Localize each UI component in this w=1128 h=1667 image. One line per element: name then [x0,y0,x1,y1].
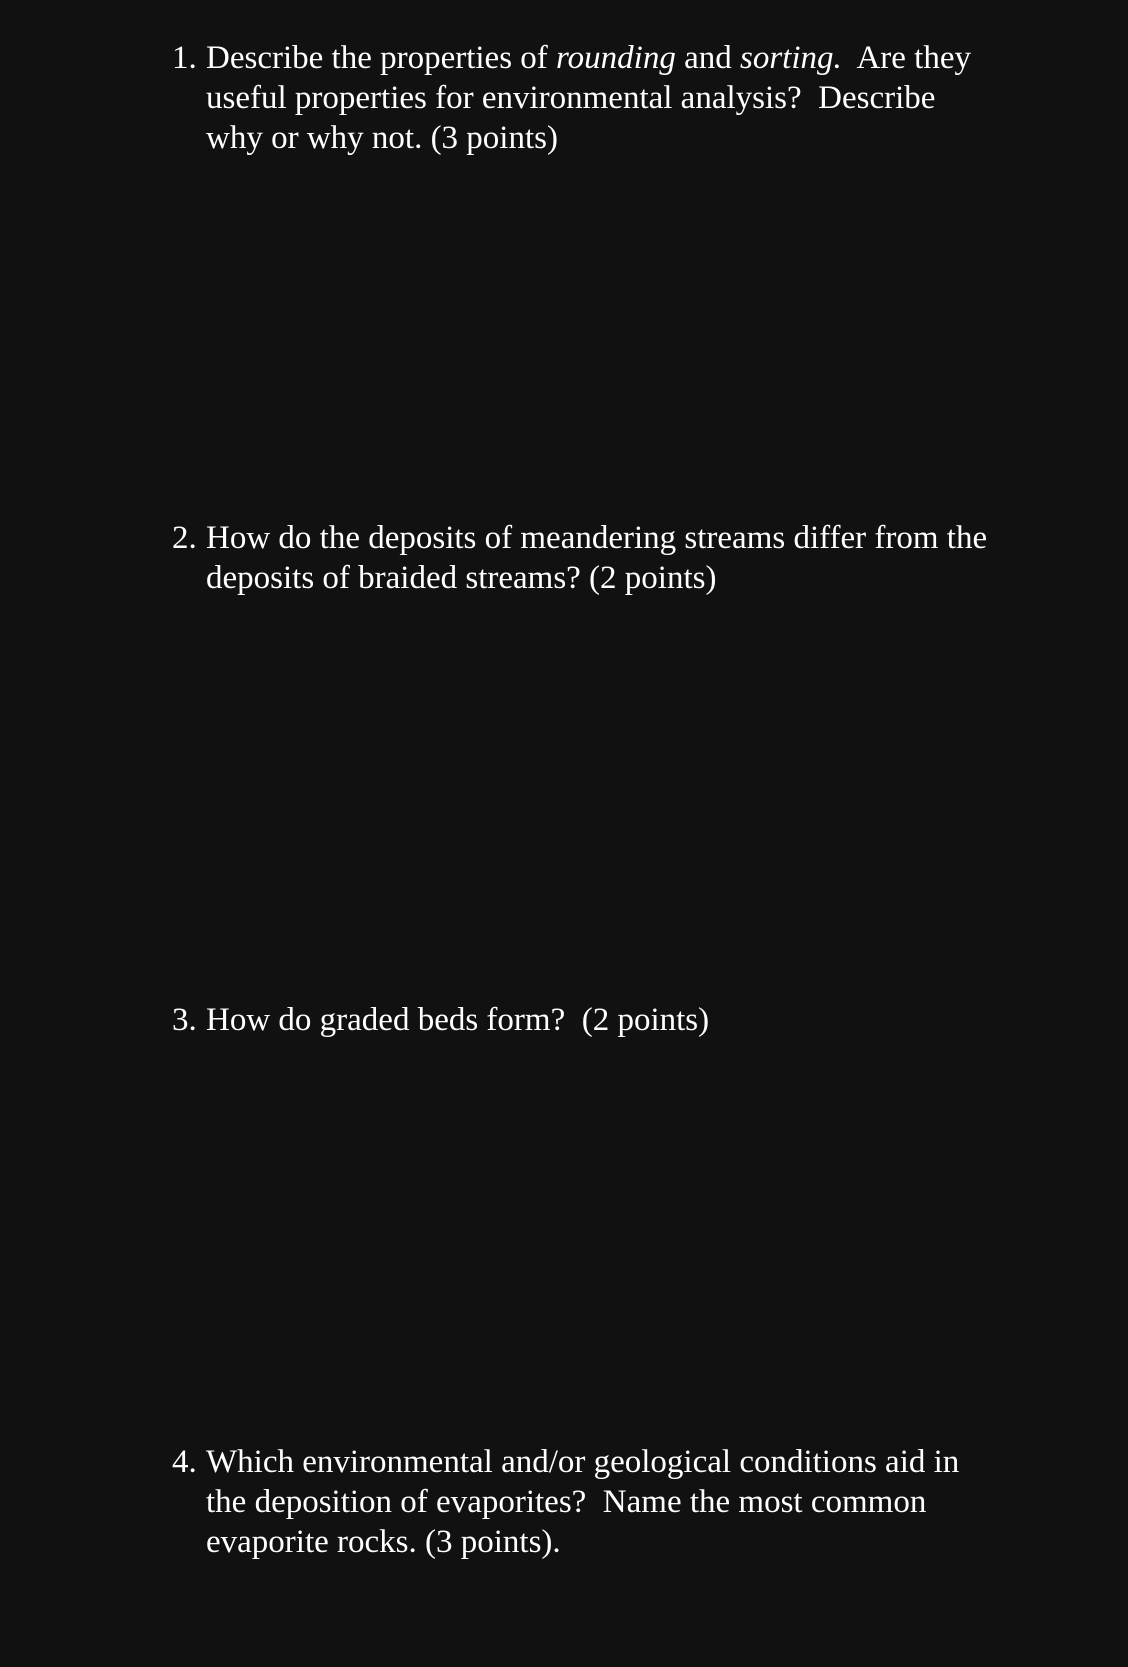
question-1-line-1-post: Are they [841,40,971,76]
question-2 [172,518,1072,598]
question-1-text [172,38,1072,158]
question-1-line-1 [206,38,1072,78]
question-3-text [172,1000,1072,1040]
term-rounding: rounding [556,40,676,76]
question-4-line-1: Which environmental and/or geological conditions aid in [206,1444,960,1480]
question-1-line-3: why or why not. (3 points) [206,120,558,156]
question-4 [172,1442,1072,1562]
term-sorting: sorting. [739,40,842,76]
question-2-line-1: How do the deposits of meandering streams differ from the [206,520,988,556]
question-4-line-2: the deposition of evaporites? Name the most common [206,1484,927,1520]
question-4-number: 4. [172,1444,197,1480]
question-2-number: 2. [172,520,197,556]
question-1-number: 1. [172,40,197,76]
question-2-text [172,518,1072,598]
question-3-line-1: How do graded beds form? (2 points) [206,1002,710,1038]
question-3-number: 3. [172,1002,197,1038]
question-4-text [172,1442,1072,1562]
question-1-line-1-pre: Describe the properties of [206,40,557,76]
question-3 [172,1000,1072,1040]
question-2-line-2: deposits of braided streams? (2 points) [206,560,717,596]
question-4-line-3: evaporite rocks. (3 points). [206,1524,561,1560]
question-1 [172,38,1072,158]
question-1-line-2: useful properties for environmental analysis? Describe [206,80,936,116]
question-1-line-1-mid: and [675,40,740,76]
